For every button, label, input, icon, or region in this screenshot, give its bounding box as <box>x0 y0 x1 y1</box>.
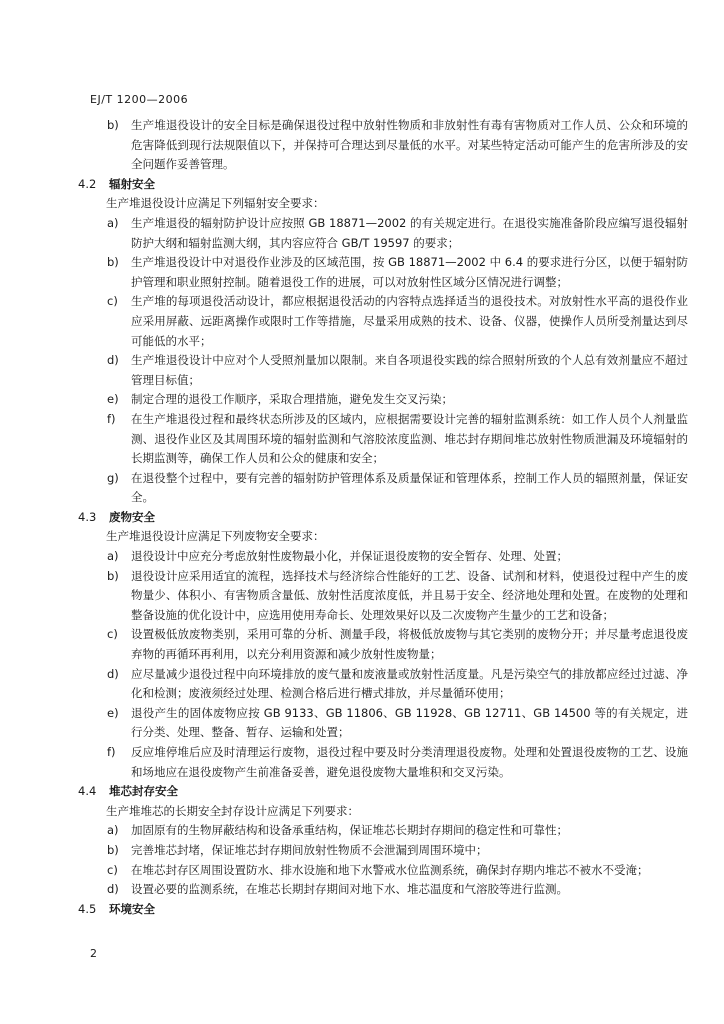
item-marker: d) <box>107 882 119 897</box>
item-marker: b) <box>107 842 119 857</box>
section-intro: 生产堆退役设计应满足下列辐射安全要求： <box>106 196 325 211</box>
item-text: 制定合理的退役工作顺序，采取合理措施，避免发生交叉污染； <box>131 392 453 407</box>
section-title: 环境安全 <box>109 901 155 916</box>
item-marker: a) <box>107 549 119 564</box>
list-item <box>107 704 688 743</box>
item-marker: b) <box>107 568 119 583</box>
item-marker: c) <box>107 294 118 309</box>
item-marker: b) <box>107 255 119 270</box>
list-item <box>107 880 688 900</box>
section-number: 4.2 <box>78 176 97 191</box>
item-marker: e) <box>107 392 119 407</box>
list-item <box>107 469 688 508</box>
list-item <box>107 665 688 704</box>
list-item <box>107 743 688 782</box>
item-text: 加固原有的生物屏蔽结构和设备承重结构，保证堆芯长期封存期间的稳定性和可靠性； <box>131 823 568 838</box>
item-marker: d) <box>107 353 119 368</box>
item-text: 应尽量减少退役过程中向环境排放的废气量和废液量或放射性活度量。凡是污染空气的排放都应经过过滤、净化和检测；废液须经过处理、检测合格后进行槽式排放，并尽量循环使用； <box>131 666 688 701</box>
item-text: 设置必要的监测系统，在堆芯长期封存期间对地下水、堆芯温度和气溶胶等进行监测。 <box>131 882 568 897</box>
list-item <box>107 390 688 410</box>
item-marker: f) <box>107 411 116 426</box>
item-text: 生产堆退役设计中对退役作业涉及的区域范围，按 GB 18871—2002 中 6.4 的要求进行分区，以便于辐射防护管理和职业照射控制。随着退役工作的进展，可以对放射性区域分区情况进行调整； <box>131 255 688 289</box>
section-heading <box>78 175 688 195</box>
item-text: 完善堆芯封堵，保证堆芯封存期间放射性物质不会泄漏到周围环境中； <box>131 842 488 857</box>
section-number: 4.5 <box>78 901 97 916</box>
list-item <box>107 410 688 469</box>
section-number: 4.4 <box>78 784 97 799</box>
item-text: 退役设计应采用适宜的流程，选择技术与经济综合性能好的工艺、设备、试剂和材料，使退役过程中产生的废物量少、体积小、有害物质含量低、放射性活度浓度低，并且易于安全、经济地处理和处置。在废物的处理和整备设施的优化设计中，应选用使用寿命长、处理效果好以及二次废物产生量少的工艺和设备； <box>131 568 688 622</box>
section-title: 辐射安全 <box>109 176 155 191</box>
item-text: 在堆芯封存区周围设置防水、排水设施和地下水警戒水位监测系统，确保封存期内堆芯不被水不受淹； <box>131 862 649 877</box>
item-marker: b) <box>107 118 119 132</box>
item-text: 生产堆退役设计的安全目标是确保退役过程中放射性物质和非放射性有毒有害物质对工作人员、公众和环境的危害降低到现行法规限值以下，并保持可合理达到尽量低的水平。对某些特定活动可能产生的危害所涉及的安全问题作妥善管理。 <box>131 118 688 172</box>
list-item <box>107 861 688 881</box>
section-title: 堆芯封存安全 <box>109 784 178 799</box>
list-item <box>107 351 688 390</box>
item-marker: c) <box>107 627 118 642</box>
item-marker: a) <box>107 823 119 838</box>
item-marker: a) <box>107 215 119 230</box>
list-item <box>107 625 688 664</box>
item-text: 设置极低放废物类别，采用可靠的分析、测量手段，将极低放废物与其它类别的废物分开；并尽量考虑退役废弃物的再循环再利用，以充分利用资源和减少放射性废物量； <box>131 627 688 662</box>
document-body <box>78 116 688 919</box>
list-item <box>107 821 688 841</box>
item-text: 在退役整个过程中，要有完善的辐射防护管理体系及质量保证和管理体系，控制工作人员的辐照剂量，保证安全。 <box>131 470 688 505</box>
item-marker: e) <box>107 705 119 720</box>
section-number: 4.3 <box>78 509 97 524</box>
item-text: 生产堆退役的辐射防护设计应按照 GB 18871—2002 的有关规定进行。在退役实施准备阶段应编写退役辐射防护大纲和辐射监测大纲，其内容应符合 GB/T 19597 的要求； <box>131 215 688 250</box>
document-header: EJ/T 1200—2006 <box>90 93 189 106</box>
item-marker: f) <box>107 745 116 759</box>
item-marker: g) <box>107 470 119 485</box>
list-item <box>107 116 688 175</box>
item-text: 退役产生的固体废物应按 GB 9133、GB 11806、GB 11928、GB 12711、GB 14500 等的有关规定，进行分类、处理、整备、暂存、运输和处置； <box>131 705 688 740</box>
item-marker: c) <box>107 862 118 877</box>
item-text: 反应堆停堆后应及时清理运行废物，退役过程中要及时分类清理退役废物。处理和处置退役废物的工艺、设施和场地应在退役废物产生前准备妥善，避免退役废物大量堆积和交叉污染。 <box>131 745 688 779</box>
section-title: 废物安全 <box>109 509 155 524</box>
item-text: 在生产堆退役过程和最终状态所涉及的区域内，应根据需要设计完善的辐射监测系统：如工作人员个人剂量监测、退役作业区及其周围环境的辐射监测和气溶胶浓度监测、堆芯封存期间堆芯放射性物质泄漏及环境辐射的长期监测等，确保工作人员和公众的健康和安全； <box>131 411 688 466</box>
section-heading <box>78 900 688 920</box>
list-item <box>107 841 688 861</box>
item-marker: d) <box>107 666 119 681</box>
item-text: 生产堆的每项退役活动设计，都应根据退役活动的内容特点选择适当的退役技术。对放射性水平高的退役作业应采用屏蔽、远距离操作或限时工作等措施，尽量采用成熟的技术、设备、仪器，使操作人员所受剂量达到尽可能低的水平； <box>131 294 688 348</box>
item-text: 退役设计中应充分考虑放射性废物最小化，并保证退役废物的安全暂存、处理、处置； <box>131 549 568 564</box>
list-item <box>107 547 688 567</box>
page-number: 2 <box>90 947 97 960</box>
section-heading <box>78 782 688 802</box>
section-intro: 生产堆堆芯的长期安全封存设计应满足下列要求： <box>106 803 359 818</box>
list-item <box>107 253 688 292</box>
section-intro: 生产堆退役设计应满足下列废物安全要求： <box>106 529 325 544</box>
list-item <box>107 292 688 351</box>
section-heading <box>78 508 688 528</box>
item-text: 生产堆退役设计中应对个人受照剂量加以限制。来自各项退役实践的综合照射所致的个人总有效剂量应不超过管理目标值； <box>131 353 688 387</box>
list-item <box>107 567 688 626</box>
list-item <box>107 214 688 253</box>
